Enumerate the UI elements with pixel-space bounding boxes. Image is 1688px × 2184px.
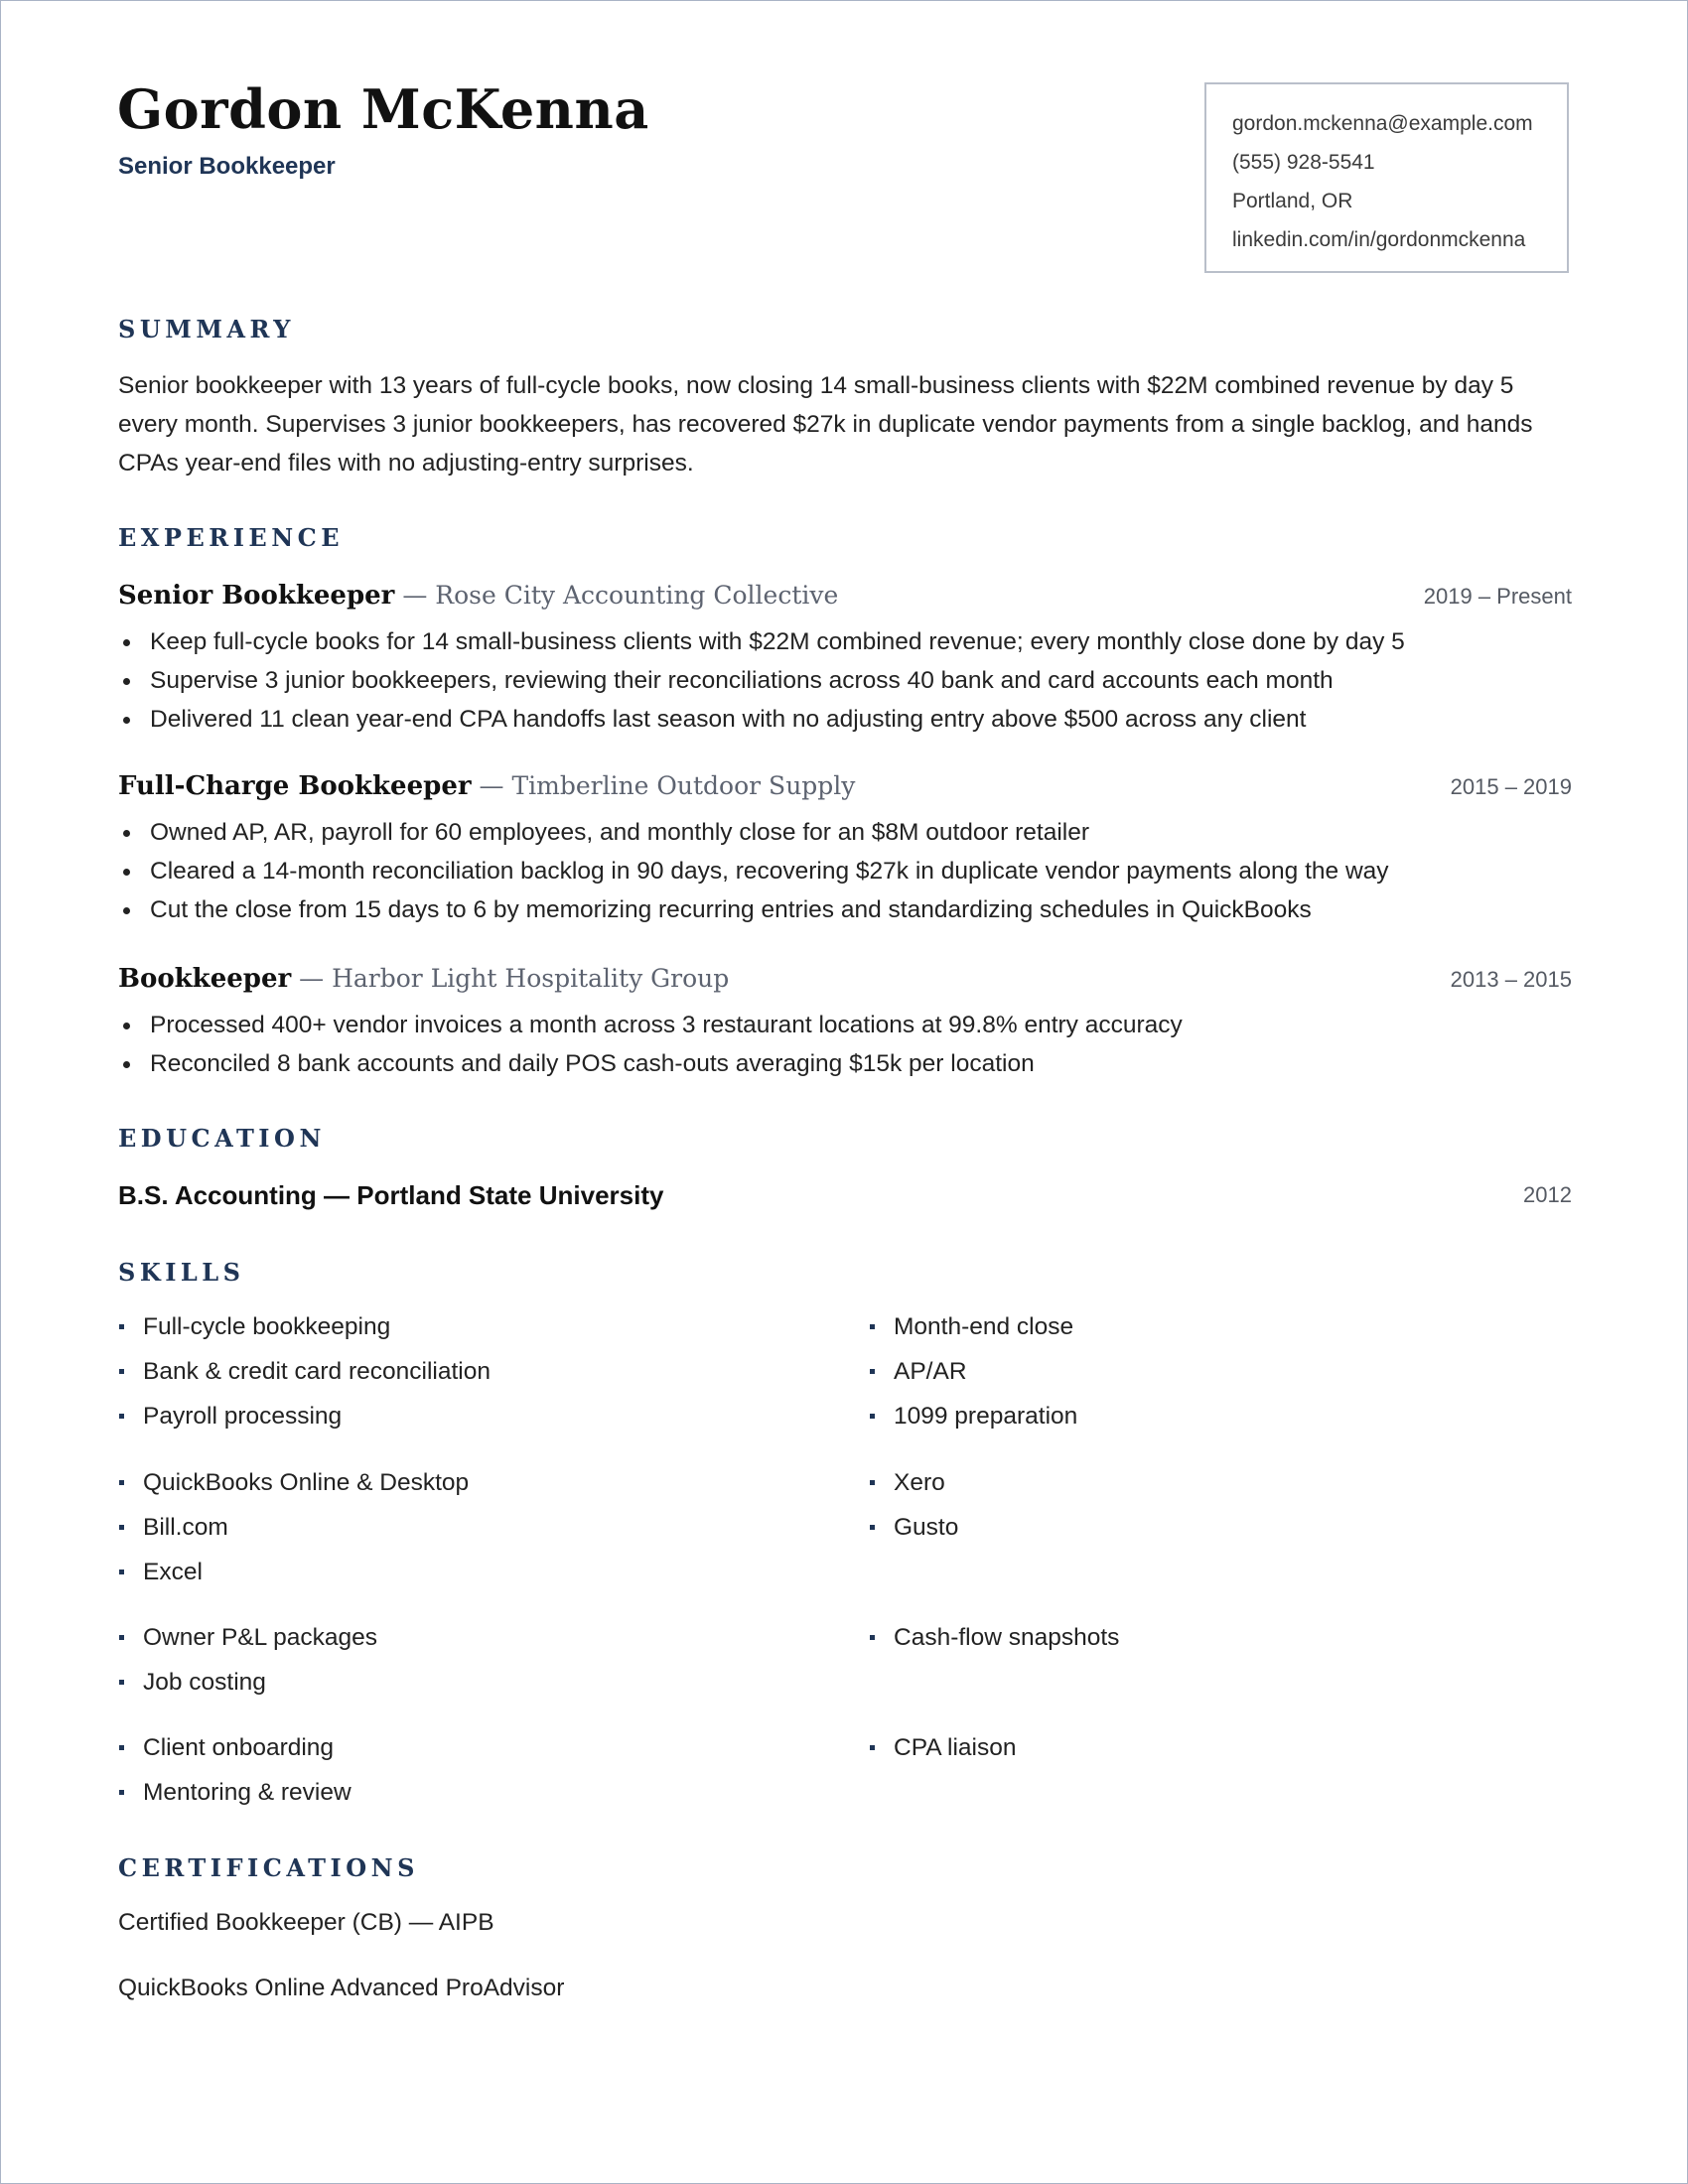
skills-list-left <box>118 1460 813 1594</box>
skill-item: Excel <box>118 1550 813 1594</box>
skill-item: CPA liaison <box>869 1725 1564 1770</box>
candidate-name: Gordon McKenna <box>117 77 649 141</box>
job-bullets <box>118 813 1578 929</box>
skill-item: Cash-flow snapshots <box>869 1615 1564 1660</box>
skills-list-right <box>869 1460 1564 1550</box>
skill-item: Month-end close <box>869 1304 1564 1349</box>
contact-phone[interactable]: (555) 928-5541 <box>1232 151 1375 174</box>
education-entry <box>118 1178 1572 1212</box>
skill-item: Bill.com <box>118 1505 813 1550</box>
skills-list-left <box>118 1615 813 1705</box>
skill-item: Full-cycle bookkeeping <box>118 1304 813 1349</box>
skills-list-left <box>118 1725 813 1815</box>
job-organization: — Rose City Accounting Collective <box>394 581 839 610</box>
experience-heading: EXPERIENCE <box>118 523 345 552</box>
job-header <box>118 961 1572 997</box>
job-organization: — Timberline Outdoor Supply <box>471 771 856 800</box>
skill-item: Owner P&L packages <box>118 1615 813 1660</box>
skill-item: Bank & credit card reconciliation <box>118 1349 813 1394</box>
job-bullet: Processed 400+ vendor invoices a month across 3 restaurant locations at 99.8% entry accuracy <box>118 1006 1578 1044</box>
job-header <box>118 768 1572 804</box>
skills-list-left <box>118 1304 813 1438</box>
job-bullet: Reconciled 8 bank accounts and daily POS cash-outs averaging $15k per location <box>118 1044 1578 1083</box>
skill-item: Payroll processing <box>118 1394 813 1438</box>
job-dates: 2019 – Present <box>1423 584 1572 609</box>
skill-item: Client onboarding <box>118 1725 813 1770</box>
job-bullet: Owned AP, AR, payroll for 60 employees, and monthly close for an $8M outdoor retailer <box>118 813 1578 852</box>
skill-item: 1099 preparation <box>869 1394 1564 1438</box>
skills-list-right <box>869 1615 1564 1660</box>
job-bullets <box>118 1006 1578 1083</box>
education-degree: B.S. Accounting — Portland State University <box>118 1180 664 1210</box>
job-title: Full-Charge Bookkeeper <box>118 771 472 801</box>
job-title: Senior Bookkeeper <box>118 581 395 611</box>
skills-list-right <box>869 1725 1564 1770</box>
job-header <box>118 578 1572 614</box>
job-bullet: Keep full-cycle books for 14 small-business clients with $22M combined revenue; every monthly close done by day 5 <box>118 622 1578 661</box>
contact-location: Portland, OR <box>1232 190 1353 212</box>
job-bullet: Delivered 11 clean year-end CPA handoffs last season with no adjusting entry above $500 across any client <box>118 700 1578 739</box>
skill-item: QuickBooks Online & Desktop <box>118 1460 813 1505</box>
certification-item: QuickBooks Online Advanced ProAdvisor <box>118 1975 565 2001</box>
job-organization: — Harbor Light Hospitality Group <box>291 964 730 993</box>
summary-text: Senior bookkeeper with 13 years of full-cycle books, now closing 14 small-business clients with $22M combined revenue by day 5 every month. Supervises 3 junior bookkeepers, has recovered $27k in duplicate vendor payments from a single backlog, and hands CPAs year-end files with no adjusting-entry surprises. <box>118 372 1533 477</box>
skill-item: AP/AR <box>869 1349 1564 1394</box>
job-bullet: Cut the close from 15 days to 6 by memorizing recurring entries and standardizing schedules in QuickBooks <box>118 890 1578 929</box>
candidate-role: Senior Bookkeeper <box>118 153 336 180</box>
job-dates: 2015 – 2019 <box>1450 774 1572 799</box>
skill-item: Mentoring & review <box>118 1770 813 1815</box>
job-title: Bookkeeper <box>118 964 292 994</box>
certifications-heading: CERTIFICATIONS <box>118 1853 419 1882</box>
skill-item: Gusto <box>869 1505 1564 1550</box>
contact-box <box>1204 82 1569 273</box>
certification-item: Certified Bookkeeper (CB) — AIPB <box>118 1909 494 1936</box>
job-bullet: Cleared a 14-month reconciliation backlog in 90 days, recovering $27k in duplicate vendor payments along the way <box>118 852 1578 890</box>
education-heading: EDUCATION <box>118 1124 326 1153</box>
skill-item: Xero <box>869 1460 1564 1505</box>
job-bullet: Supervise 3 junior bookkeepers, reviewing their reconciliations across 40 bank and card accounts each month <box>118 661 1578 700</box>
contact-email[interactable]: gordon.mckenna@example.com <box>1232 112 1533 135</box>
summary-heading: SUMMARY <box>118 315 295 343</box>
skills-list-right <box>869 1304 1564 1438</box>
skill-item: Job costing <box>118 1660 813 1705</box>
contact-linkedin[interactable]: linkedin.com/in/gordonmckenna <box>1232 228 1526 251</box>
education-year: 2012 <box>1523 1182 1572 1207</box>
job-dates: 2013 – 2015 <box>1450 967 1572 992</box>
skills-heading: SKILLS <box>118 1258 245 1287</box>
job-bullets <box>118 622 1578 739</box>
